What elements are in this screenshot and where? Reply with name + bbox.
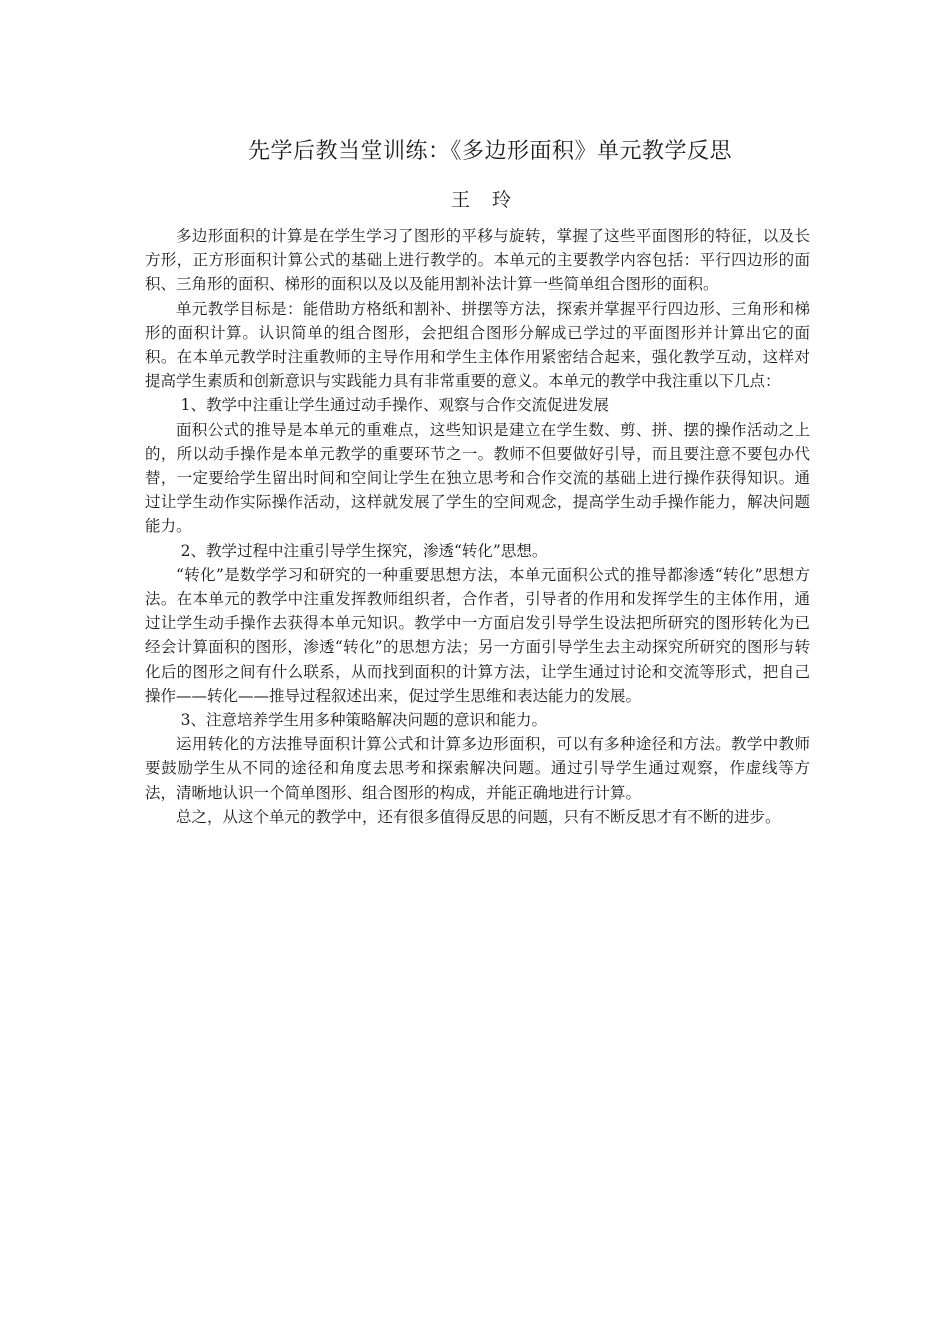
section-heading-3: 3、注意培养学生用多种策略解决问题的意识和能力。: [180, 711, 548, 730]
section-heading-2: 2、教学过程中注重引导学生探究，渗透“转化”思想。: [180, 541, 548, 560]
paragraph-conclusion: 总之，从这个单元的教学中，还有很多值得反思的问题，只有不断反思才有不断的进步。: [176, 807, 781, 826]
paragraph-section-1: 面积公式的推导是本单元的重难点，这些知识是建立在学生数、剪、拼、摆的操作活动之上的，所以动手操作是本单元教学的重要环节之一。教师不但要做好引导，而且要注意不要包办代替，一定要给学生留出时间和空间让学生在独立思考和合作交流的基础上进行操作获得知识。通过让学生动作实际操作活动，这样就发展了学生的空间观念，提高学生动手操作能力，解决问题能力。: [145, 420, 810, 536]
paragraph-section-2: “转化”是数学学习和研究的一种重要思想方法，本单元面积公式的推导都渗透“转化”思想方法。在本单元的教学中注重发挥教师组织者，合作者，引导者的作用和发挥学生的主体作用，通过让学生动手操作去获得本单元知识。教学中一方面启发引导学生设法把所研究的图形转化为已经会计算面积的图形，渗透“转化”的思想方法；另一方面引导学生去主动探究所研究的图形与转化后的图形之间有什么联系，从而找到面积的计算方法，让学生通过讨论和交流等形式，把自己操作——转化——推导过程叙述出来，促过学生思维和表达能力的发展。: [145, 565, 810, 705]
section-heading-1: 1、教学中注重让学生通过动手操作、观察与合作交流促进发展: [180, 396, 610, 415]
paragraph-section-3: 运用转化的方法推导面积计算公式和计算多边形面积，可以有多种途径和方法。教学中教师要鼓励学生从不同的途径和角度去思考和探索解决问题。通过引导学生通过观察，作虚线等方法，清晰地认识一个简单图形、组合图形的构成，并能正确地进行计算。: [145, 735, 810, 802]
paragraph-goals: 单元教学目标是：能借助方格纸和割补、拼摆等方法，探索并掌握平行四边形、三角形和梯形的面积计算。认识简单的组合图形，会把组合图形分解成已学过的平面图形并计算出它的面积。在本单元教学时注重教师的主导作用和学生主体作用紧密结合起来，强化教学互动，这样对提高学生素质和创新意识与实践能力具有非常重要的意义。本单元的教学中我注重以下几点：: [145, 299, 810, 391]
document-title: 先学后教当堂训练：《多边形面积》单元教学反思: [247, 139, 732, 164]
paragraph-intro: 多边形面积的计算是在学生学习了图形的平移与旋转，掌握了这些平面图形的特征，以及长方形，正方形面积计算公式的基础上进行教学的。本单元的主要教学内容包括：平行四边形的面积、三角形的面积、梯形的面积以及以及能用割补法计算一些简单组合图形的面积。: [145, 227, 810, 294]
document-body: [145, 224, 810, 829]
document-author: 王 玲: [450, 189, 520, 211]
